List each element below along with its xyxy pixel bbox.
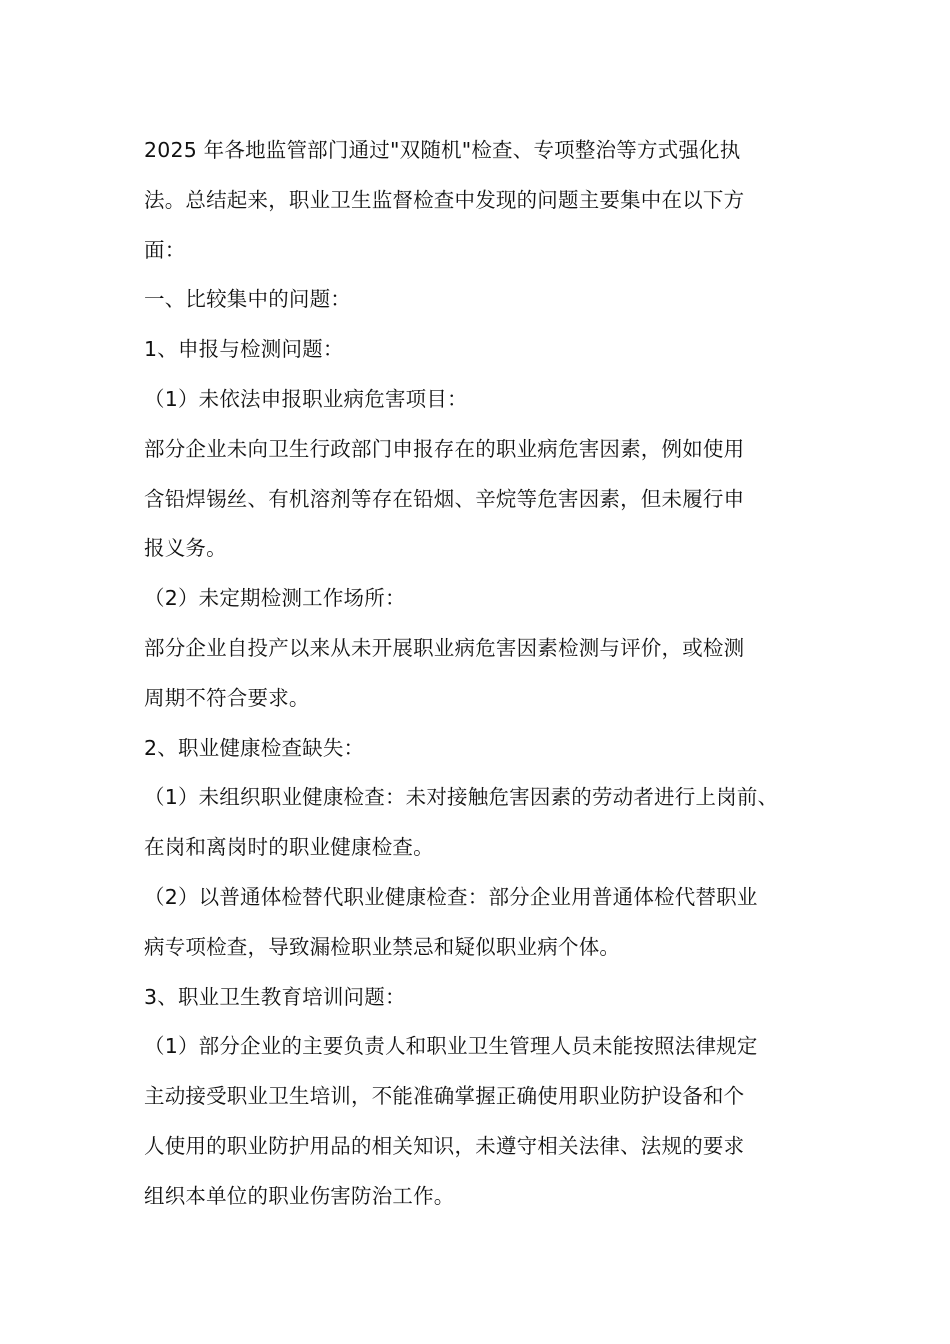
paragraph-line: 面： [144, 237, 186, 262]
paragraph-line: 法。总结起来，职业卫生监督检查中发现的问题主要集中在以下方 [144, 187, 745, 212]
paragraph-line: 在岗和离岗时的职业健康检查。 [144, 835, 434, 860]
paragraph-line: 报义务。 [144, 536, 227, 561]
item-heading: （1）未依法申报职业病危害项目： [144, 386, 468, 411]
paragraph-line: 2025 年各地监管部门通过"双随机"检查、专项整治等方式强化执 [144, 138, 741, 162]
paragraph-line: 部分企业未向卫生行政部门申报存在的职业病危害因素，例如使用 [144, 436, 745, 461]
item-line: （1）部分企业的主要负责人和职业卫生管理人员未能按照法律规定 [144, 1034, 758, 1059]
item-heading: （2）未定期检测工作场所： [144, 586, 406, 611]
document-body [144, 126, 824, 1222]
paragraph-line: 含铅焊锡丝、有机溶剂等存在铅烟、辛烷等危害因素，但未履行申 [144, 486, 745, 511]
subsection-heading: 2、职业健康检查缺失： [144, 735, 365, 760]
paragraph-line: 周期不符合要求。 [144, 685, 310, 710]
subsection-heading: 1、申报与检测问题： [144, 337, 344, 362]
paragraph-line: 部分企业自投产以来从未开展职业病危害因素检测与评价，或检测 [144, 635, 745, 660]
section-heading: 一、比较集中的问题： [144, 287, 351, 312]
paragraph-line: 人使用的职业防护用品的相关知识，未遵守相关法律、法规的要求 [144, 1133, 745, 1158]
paragraph-line: 主动接受职业卫生培训，不能准确掌握正确使用职业防护设备和个 [144, 1084, 745, 1109]
paragraph-line: 病专项检查，导致漏检职业禁忌和疑似职业病个体。 [144, 934, 621, 959]
subsection-heading: 3、职业卫生教育培训问题： [144, 984, 406, 1009]
paragraph-line: 组织本单位的职业伤害防治工作。 [144, 1183, 455, 1208]
item-line: （2）以普通体检替代职业健康检查：部分企业用普通体检代替职业 [144, 884, 758, 909]
item-line: （1）未组织职业健康检查：未对接触危害因素的劳动者进行上岗前、 [144, 785, 779, 810]
